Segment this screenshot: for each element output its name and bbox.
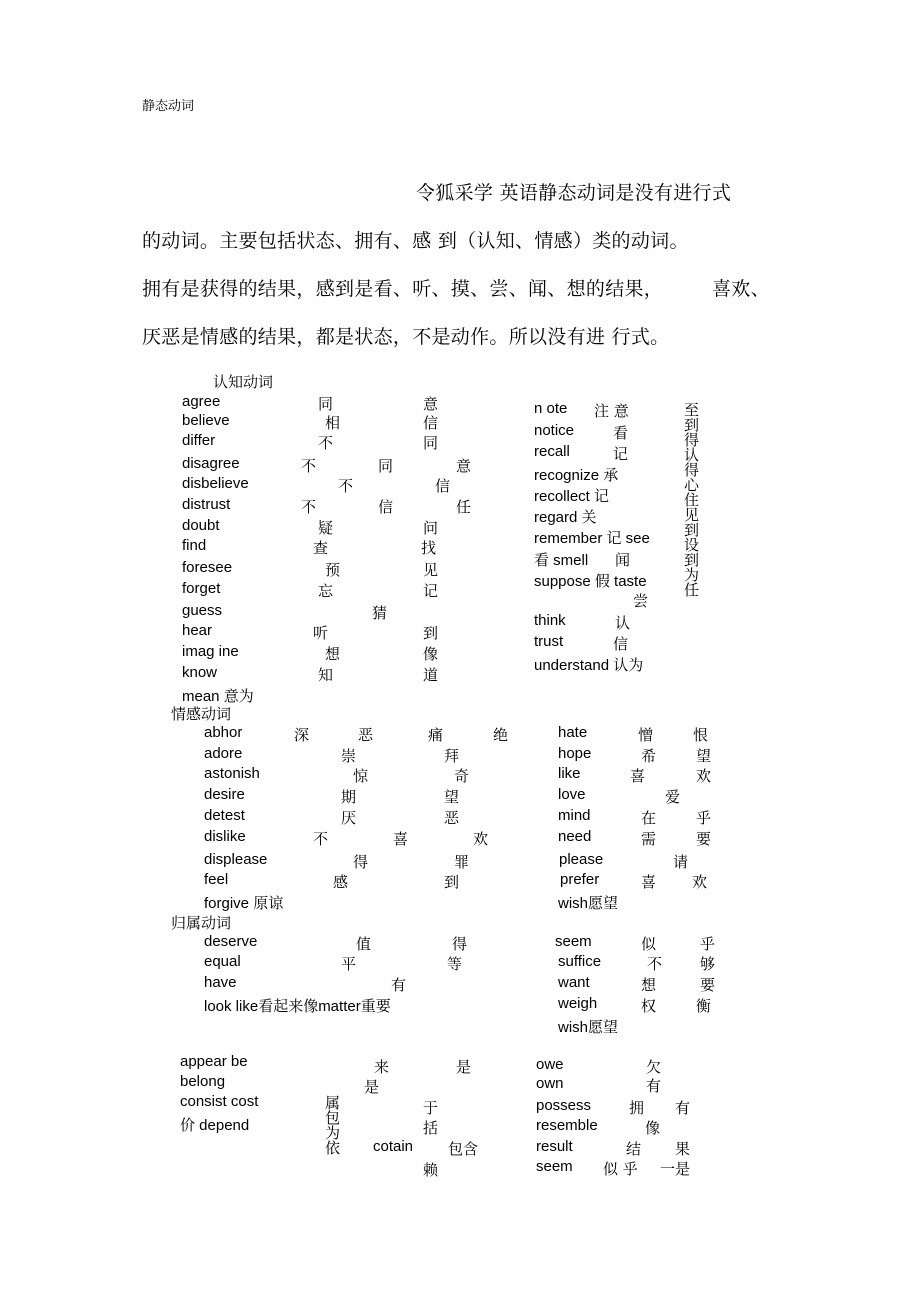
misc-word: cotain [373,1138,414,1155]
emotion-char: 乎 [696,809,712,827]
belonging-char: 得 [452,935,468,953]
misc-char: 拥 [629,1099,645,1117]
cognitive-char: 查 [313,539,329,557]
belonging-word: suffice [558,953,602,970]
emotion-char: 欢 [473,830,489,848]
emotion-word: hate [558,724,588,741]
emotion-word: detest [204,807,245,824]
emotion-char: 到 [444,873,460,891]
cognitive-word: n ote [534,400,568,417]
belonging-char: 要 [700,976,716,994]
cognitive-char: 想 [325,645,341,663]
belonging-word: have [204,974,237,991]
misc-word: own [536,1075,564,1092]
cognitive-char: 注 意 [594,402,629,420]
cognitive-word: trust [534,633,564,650]
belonging-word: deserve [204,933,258,950]
misc-word: seem [536,1158,573,1175]
cognitive-char: 尝 [633,592,649,610]
belonging-char: 权 [641,997,657,1015]
belonging-char: 有 [391,976,407,994]
belonging-heading: 归属动词 [171,914,232,932]
emotion-char: 期 [341,788,357,806]
cognitive-char: 道 [423,666,439,684]
belonging-char: 不 [647,955,663,973]
cognitive-char: 信 [435,477,451,495]
cognitive-word: find [182,537,207,554]
misc-char: 结 [626,1140,642,1158]
belonging-char: 够 [700,955,716,973]
misc-char: 于 [423,1099,439,1117]
emotion-word: wish愿望 [558,895,619,912]
belonging-char: 平 [341,955,357,973]
misc-line: appear be [180,1053,248,1070]
cognitive-word: regard 关 [534,509,597,526]
cognitive-char: 相 [325,414,341,432]
emotion-char: 不 [313,830,329,848]
emotion-char: 欢 [692,873,708,891]
intro-line-1: 令狐采学 英语静态动词是没有进行式 [416,182,732,204]
intro-line-2: 的动词。主要包括状态、拥有、感 到（认知、情感）类的动词。 [142,230,689,252]
cognitive-word: notice [534,422,575,439]
emotion-word: mind [558,807,591,824]
emotion-char: 需 [641,830,657,848]
cognitive-char: 意 [456,457,472,475]
misc-char: 有 [646,1077,662,1095]
misc-char: 是 [456,1058,472,1076]
cognitive-word: believe [182,412,230,429]
cognitive-word: doubt [182,517,220,534]
misc-char: 赖 [423,1161,439,1179]
misc-char: 像 [645,1119,661,1137]
cognitive-char: 见 [423,561,439,579]
belonging-char: 似 [641,935,657,953]
cognitive-char: 记 [423,582,439,600]
cognitive-word: think [534,612,566,629]
emotion-char: 奇 [454,767,470,785]
cognitive-char: 同 [318,395,334,413]
emotion-char: 深 [294,726,310,744]
misc-char: 有 [675,1099,691,1117]
cognitive-word: guess [182,602,223,619]
cognitive-char: 像 [423,645,439,663]
emotion-word: feel [204,871,229,888]
cognitive-char: 信 [613,635,629,653]
cognitive-char: 不 [301,457,317,475]
emotion-word: prefer [560,871,600,888]
misc-char: 似 乎 [603,1160,638,1178]
emotion-char: 恶 [444,809,460,827]
cognitive-word: recollect 记 [534,488,610,505]
cognitive-word: distrust [182,496,231,513]
cognitive-word: recall [534,443,570,460]
emotion-char: 感 [333,873,349,891]
cognitive-char: 听 [313,624,329,642]
misc-char: 欠 [646,1058,662,1076]
emotion-char: 恶 [358,726,374,744]
misc-word: possess [536,1097,592,1114]
intro-line-3-end: 喜欢、 [712,278,770,300]
emotion-char: 痛 [428,726,444,744]
cognitive-char: 闻 [615,551,631,569]
cognitive-word: disagree [182,455,240,472]
cognitive-char: 信 [378,498,394,516]
emotion-word: dislike [204,828,246,845]
cognitive-char: 找 [421,539,437,557]
cognitive-char: 预 [325,561,341,579]
emotion-word: like [558,765,581,782]
page-header-title: 静态动词 [142,98,195,113]
belonging-word: look like看起来像matter重要 [204,998,391,1015]
cognitive-word: understand 认为 [534,657,644,674]
misc-char: 括 [423,1119,439,1137]
emotion-char: 请 [673,853,689,871]
cognitive-char: 不 [338,477,354,495]
belonging-word: weigh [558,995,598,1012]
emotion-char: 崇 [341,747,357,765]
cognitive-word: recognize 承 [534,467,619,484]
misc-vertical-chars: 属包为依 [325,1094,341,1157]
emotion-char: 罪 [454,853,470,871]
cognitive-char: 问 [423,519,439,537]
emotion-char: 欢 [696,767,712,785]
intro-line-3: 拥有是获得的结果，感到是看、听、摸、尝、闻、想的结果， [142,278,664,300]
cognitive-char: 看 [613,424,629,442]
cognitive-char: 知 [318,666,334,684]
emotion-char: 望 [444,788,460,806]
cognitive-word: mean 意为 [182,688,254,705]
cognitive-word: imag ine [182,643,239,660]
misc-line: 价 depend [180,1117,250,1134]
emotion-word: adore [204,745,243,762]
emotion-char: 喜 [393,830,409,848]
belonging-word: equal [204,953,241,970]
emotion-char: 爱 [665,788,681,806]
emotion-char: 要 [696,830,712,848]
intro-line-4: 厌恶是情感的结果，都是状态，不是动作。所以没有进 行式。 [142,326,670,348]
emotion-char: 厌 [341,809,357,827]
emotion-word: need [558,828,592,845]
cognitive-heading: 认知动词 [213,373,274,391]
cognitive-char: 同 [423,434,439,452]
cognitive-char: 任 [456,498,472,516]
emotion-word: displease [204,851,268,868]
cognitive-vertical-meanings: 至到得认得心住见到设到为任 [684,401,700,599]
emotion-heading: 情感动词 [171,705,232,723]
belonging-char: 值 [356,935,372,953]
misc-char: 是 [364,1078,380,1096]
belonging-char: 想 [641,976,657,994]
cognitive-word: disbelieve [182,475,249,492]
emotion-char: 惊 [353,767,369,785]
misc-line: belong [180,1073,226,1090]
emotion-char: 喜 [630,767,646,785]
misc-line: consist cost [180,1093,259,1110]
emotion-word: love [558,786,586,803]
cognitive-char: 疑 [318,519,334,537]
belonging-char: 衡 [696,997,712,1015]
emotion-char: 恨 [693,726,709,744]
cognitive-word: 看 smell [534,552,589,569]
cognitive-char: 意 [423,395,439,413]
emotion-char: 绝 [493,726,509,744]
cognitive-char: 忘 [318,582,334,600]
belonging-word: want [558,974,590,991]
emotion-word: hope [558,745,592,762]
misc-word: owe [536,1056,564,1073]
emotion-word: forgive 原谅 [204,895,284,912]
misc-char: 一是 [660,1160,691,1178]
misc-word: result [536,1138,573,1155]
cognitive-char: 猜 [372,604,388,622]
emotion-word: please [559,851,604,868]
cognitive-word: remember 记 see [534,530,650,547]
misc-char: 包含 [448,1140,479,1158]
cognitive-char: 不 [318,434,334,452]
cognitive-word: foresee [182,559,233,576]
cognitive-char: 不 [301,498,317,516]
emotion-char: 拜 [444,747,460,765]
emotion-char: 在 [641,809,657,827]
cognitive-char: 记 [613,445,629,463]
misc-char: 来 [374,1058,390,1076]
cognitive-char: 认 [615,614,631,632]
cognitive-word: suppose 假 taste [534,573,647,590]
cognitive-char: 信 [423,414,439,432]
belonging-word: wish愿望 [558,1019,619,1036]
cognitive-char: 到 [423,624,439,642]
misc-word: resemble [536,1117,598,1134]
misc-char: 果 [675,1140,691,1158]
emotion-char: 憎 [638,726,654,744]
belonging-word: seem [555,933,592,950]
cognitive-word: agree [182,393,221,410]
emotion-word: astonish [204,765,260,782]
belonging-char: 乎 [700,935,716,953]
emotion-char: 希 [641,747,657,765]
cognitive-word: hear [182,622,213,639]
emotion-word: desire [204,786,245,803]
emotion-char: 得 [353,853,369,871]
emotion-char: 喜 [641,873,657,891]
emotion-char: 望 [696,747,712,765]
cognitive-word: differ [182,432,216,449]
cognitive-char: 同 [378,457,394,475]
belonging-char: 等 [447,955,463,973]
cognitive-word: know [182,664,218,681]
emotion-word: abhor [204,724,243,741]
cognitive-word: forget [182,580,221,597]
